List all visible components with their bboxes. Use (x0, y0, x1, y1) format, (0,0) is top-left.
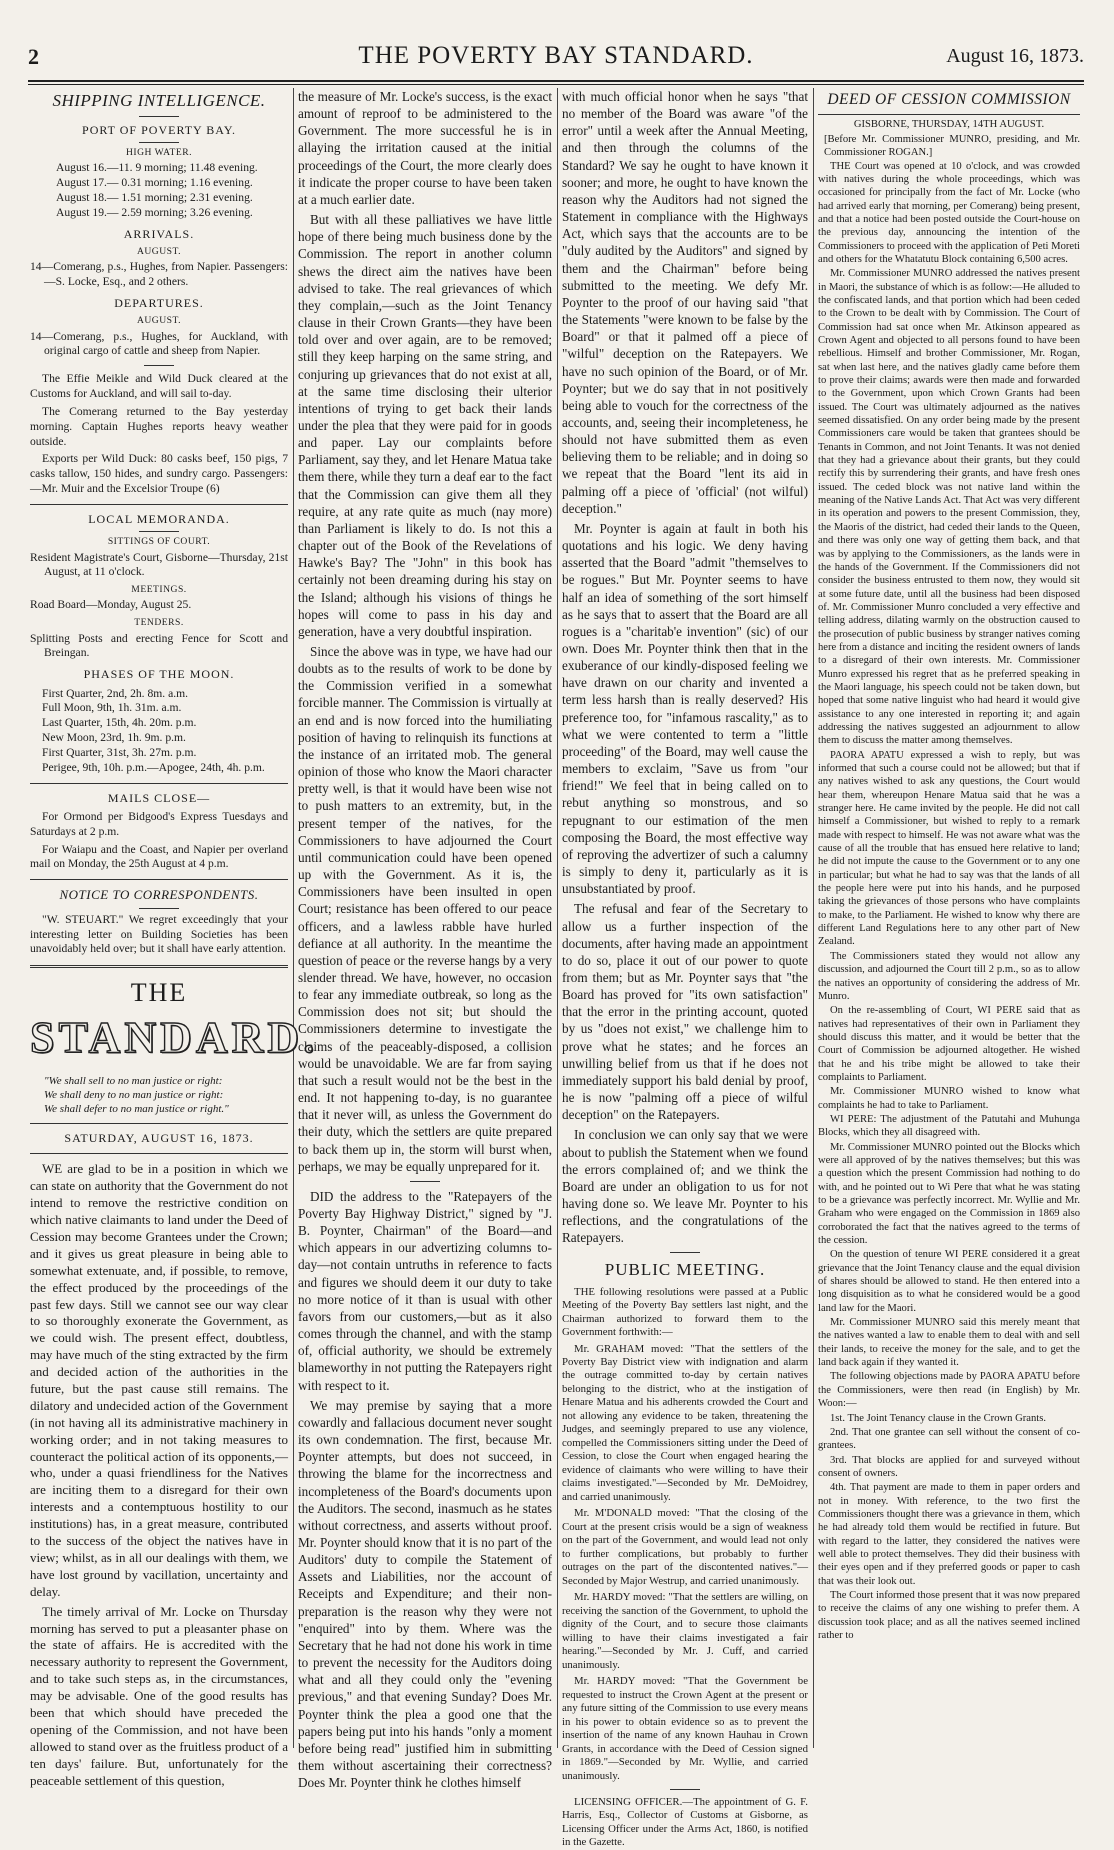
report-paragraph: On the re-assembling of Court, WI PERE said that as natives had representatives of their own in Parliament they should discuss this matter, and it would be better that the Court of Commission be adjourned altogether. He wished that he and his tribe might be allowed to take their complaints to Parliament. (818, 1005, 1080, 1083)
moon-row: New Moon, 23rd, 1h. 9m. p.m. (42, 731, 186, 745)
court-bench: [Before Mr. Commissioner MUNRO, presiding, and Mr. Commissioner ROGAN.] (824, 133, 1080, 159)
standard-the: THE (130, 978, 188, 1008)
departures-heading: DEPARTURES. (114, 295, 204, 310)
divider (139, 116, 179, 117)
shipping-heading: SHIPPING INTELLIGENCE. (52, 91, 266, 110)
section-rule (30, 1123, 288, 1124)
port-heading: PORT OF POVERTY BAY. (82, 122, 236, 137)
arrivals-month: AUGUST. (136, 246, 182, 258)
divider (139, 142, 179, 143)
moon-table (30, 687, 288, 776)
divider (410, 1181, 440, 1182)
departures-month: AUGUST. (136, 315, 182, 327)
masthead (28, 42, 1084, 72)
report-paragraph: 1st. The Joint Tenancy clause in the Crown Grants. (830, 1412, 1046, 1424)
standard-nameplate: STANDARD. (30, 1012, 319, 1062)
meetings-heading: MEETINGS. (131, 584, 187, 596)
moon-row: First Quarter, 2nd, 2h. 8m. a.m. (42, 686, 189, 700)
motto-line: "We shall sell to no man justice or right: (44, 1074, 223, 1087)
meetings-entry: Road Board—Monday, August 25. (30, 598, 192, 612)
divider (139, 531, 179, 532)
meeting-paragraph: Mr. GRAHAM moved: "That the settlers of the Poverty Bay District view with indignation and alarm the outrage committed to-day by certain natives belonging to the district, who at the instigation of Henare Matua and his adherents crowded the Court and not allowing any evidence to be taken, threatening the Judges, and seemingly prepared to use any violence, compelled the Commissioners sitting under the Deed of Cession, to close the Court when engaged hearing the evidence of claimants who were willing to have their claims investigated."—Seconded by Mr. DeMoidrey, and carried unanimously. (562, 1342, 808, 1503)
meeting-paragraph: Mr. HARDY moved: "That the Government be requested to instruct the Crown Agent at the present or any future sitting of the Commission to use every means in his power to obtain evidence so as to prevent the insertion of the name of any known Hauhau in Crown Grants, in accordance with the Deed of Cession signed in 1869."—Seconded by Mr. Wyllie, and carried unanimously. (562, 1675, 808, 1782)
meeting-paragraph: Mr. M'DONALD moved: "That the closing of the Court at the present crisis would be a sign of weakness on the part of the Government, and would lead not only to further complications, but probably to further outrages on the part of the discontented natives."—Seconded by Major Westrup, and carried unanimously. (562, 1507, 808, 1587)
report-paragraph: WI PERE: The adjustment of the Patutahi and Muhunga Blocks, which they all disagreed with. (818, 1113, 1080, 1139)
article-paragraph: The refusal and fear of the Secretary to allow us a further inspection of the documents, after having made an appointment to do so, place it out of our power to quote from them; but as Mr. Poynter says that "the Board has proved for "its own satisfaction" that the error in the printing account, quoted by us "does not exist," we challenge him to prove what he states; and he forces an unwilling belief from us that if he does not immediately support his bald denial by proof, he is now "palming off a piece of wilful deception" on the Ratepayers. (562, 901, 808, 1123)
report-paragraph: The following objections made by PAORA APATU before the Commissioners, were then read (in English) by Mr. Woon:— (818, 1371, 1080, 1410)
paper-title: THE POVERTY BAY STANDARD. (358, 42, 754, 69)
divider (139, 908, 179, 909)
article-paragraph: Mr. Poynter is again at fault in both his quotations and his logic. We deny having asserted that the Board "admit "themselves to be rogues." But Mr. Poynter seems to have half an idea of something of the sort himself as he says that to assert that the Board are all rogues is a "charitab'e invention" (sic) of our own. Does Mr. Poynter think then that in the exuberance of our kindly-disposed feeling we have drawn on our charity and invented a term less harsh than is really deserved? His preference too, for "infamous rascality," as to what we were contented to term a "little proceeding" of the Board, may well cause the members to exclaim, "Save us from "our friend!" We feel that in being called on to rebut anything so monstrous, and so repugnant to our estimation of the men composing the Board, the most effective way of reproving the advertizer of such a calumny is simply to deny it, particularly as it is unsubstantiated by proof. (562, 520, 808, 897)
section-rule (30, 783, 288, 784)
section-rule (30, 1153, 288, 1154)
article-paragraph: But with all these palliatives we have little hope of there being much business done by the Commission. The report in another column shews the direct aim the natives have been advised to take. The real grievances of which they complain,—such as the Joint Tenancy clause in their Crown Grants—they have been told over and over again, are to be removed; still they keep harping on the same string, and conjuring up grievances that do not exist at all, at the same time disclosing their ulterior intentions of trying to get back their lands under the plea that they were paid for in goods and paper. Lay our complaints before Parliament, say they, and let Henare Matua take them there, while they turn a deaf ear to the fact that the Commission can give them all they require, at any rate quite as much (nay more) than Parliament is likely to do. Is not this a chapter out of the Book of the Revelations of Hawke's Bay? The "John" in this book has certainly not been dreaming during his stay on the Island; although his visions of things he hopes will come to pass in his day and generation, have a very doubtful inspiration. (298, 212, 552, 639)
masthead-rule (28, 80, 1084, 82)
article-paragraph: In conclusion we can only say that we were about to publish the Statement when we found the errors complained of; and we think the Board are under an obligation to us for not having done so. We leave Mr. Poynter to his reflections, and the congratulations of the Ratepayers. (562, 1127, 808, 1246)
arrivals-entry: 14—Comerang, p.s., Hughes, from Napier. Passengers:—S. Locke, Esq., and 2 others. (30, 260, 288, 289)
arrivals-heading: ARRIVALS. (123, 226, 195, 241)
tide-row: August 18.— 1.51 morning; 2.31 evening. (56, 191, 253, 205)
shipping-note: The Effie Meikle and Wild Duck cleared at the Customs for Auckland, and will sail to-day. (30, 372, 288, 401)
moon-row: Full Moon, 9th, 1h. 31m. a.m. (42, 701, 182, 715)
court-venue: GISBORNE, THURSDAY, 14TH AUGUST. (853, 118, 1045, 130)
leader-paragraph: WE are glad to be in a position in which we can state on authority that the Government do not intend to remove the restrictive condition on which native claimants to land under the Deed of Cession may become Grantees under the Crown; and it gives us great pleasure in being able to somewhat extenuate, and, if possible, to remove, the effect produced by the proceedings of the past few days. Still we cannot see our way clear to so thoroughly exonerate the Government, as we could wish. The present effect, doubtless, may have much of the sting extracted by the firm and decided action of the authorities in the future, but the past cause still remains. The dilatory and undecided action of the Government (in not having all its administrative machinery in working order; and in not taking measures to counteract the political action of its opponents,—who, under a quasi friendliness for the Natives are inciting them to a disregard for their own interests and a contemptuous hostility to our institutions) has, in a great measure, contributed to the success of the object the natives have in view; whilst, as in all our dealings with them, we have lost ground by vacillation, uncertainty and delay. (30, 1161, 288, 1599)
leader-article (30, 1161, 288, 1789)
column-1 (30, 88, 319, 1788)
sittings-entry: Resident Magistrate's Court, Gisborne—Thursday, 21st August, at 11 o'clock. (30, 550, 288, 579)
article-paragraph: with much official honor when he says "that no member of the Board was aware "of the error" until a week after the Annual Meeting, and then through the columns of the Standard? We say he ought to have known it sooner; and more, he ought to have known the reason why the Auditors had not signed the Statement in compliance with the Highways Act, which says that the accounts are to be "duly audited by the Auditors" and signed by them and the Chairman" before being submitted to the meeting. We defy Mr. Poynter to the proof of our having said "that the Statements "were known to be false by the Board" or that it palmed off a piece of "wilful" deception on the Ratepayers. We have no such opinion of the Board, or of Mr. Poynter; but we do say that in not positively being able to vouch for the correctness of the accounts, and, seeing their incompleteness, he should not have submitted them as even believing them to be reliable; and in doing so we repeat that the Board "lent its aid in palming off a piece of 'official' (not wilful) deception." (562, 89, 808, 516)
masthead-rule-thin (28, 84, 1084, 85)
section-rule (818, 114, 1080, 115)
report-paragraph: Mr. Commissioner MUNRO said this merely meant that the natives wanted a law to enable them to deal with and sell their lands, to receive the money for the sale, and to get the land back again if they wanted it. (818, 1317, 1080, 1369)
meeting-paragraph: Mr. HARDY moved: "That the settlers are willing, on receiving the sanction of the Government, to uphold the dignity of the Court, and to secure those claimants willing to have their claims investigated a fair hearing."—Seconded by Mr. J. Cuff, and carried unanimously. (562, 1591, 808, 1671)
tide-row: August 16.—11. 9 morning; 11.48 evening. (56, 161, 258, 175)
page-number: 2 (28, 44, 39, 69)
departures-entry: 14—Comerang, p.s., Hughes, for Auckland, with original cargo of cattle and sheep from Napier. (30, 329, 288, 358)
section-rule (30, 965, 288, 968)
article-paragraph: the measure of Mr. Locke's success, is the exact amount of reproof to be administered to the Government. The more successful he is in allaying the irritation caused at the initial proceedings of the Court, the more clearly does it indicate the proper course to have been taken at a much earlier date. (298, 89, 552, 207)
tenders-heading: TENDERS. (134, 617, 184, 629)
high-water-table (30, 161, 288, 220)
report-paragraph: 2nd. That one grantee can sell without the consent of co-grantees. (818, 1426, 1080, 1452)
shipping-note: The Comerang returned to the Bay yesterday morning. Captain Hughes reports heavy weather outside. (30, 404, 288, 448)
section-rule (30, 504, 288, 505)
moon-heading: PHASES OF THE MOON. (83, 667, 235, 682)
deed-of-cession-heading: DEED OF CESSION COMMISSION (827, 91, 1071, 108)
column-3 (562, 88, 808, 1849)
report-paragraph: The Commissioners stated they would not allow any discussion, and adjourned the Court till 2 p.m., so as to allow the natives an opportunity of considering the address of Mr. Munro. (818, 950, 1080, 1002)
court-report (818, 160, 1080, 1643)
moon-row: Last Quarter, 15th, 4h. 20m. p.m. (42, 716, 197, 730)
tide-row: August 19.— 2.59 morning; 3.26 evening. (56, 205, 253, 219)
article-paragraph: We may premise by saying that a more cowardly and fallacious document never sought its own condemnation. The first, because Mr. Poynter attempts, but does not succeed, in throwing the blame for the incorrectness and incompleteness of the Board's documents upon the Auditors. The second, inasmuch as he states without correctness, and asserts without proof. Mr. Poynter should know that it is no part of the Auditors' duty to compile the Statement of Assets and Liabilities, nor the account of Receipts and Expenditure; and their non-preparation is the reason why they were not "enquired" into by them. Where was the Secretary that he had not done his work in time to prevent the necessity for the Auditors doing what and all they could only the "evening previous," and that evening Sunday? Does Mr. Poynter think the plea a good one that the papers being put into his hands "only a moment before being read" justified him in submitting them without ascertaining their correctness? Does Mr. Poynter think he clothes himself (298, 1397, 552, 1791)
report-paragraph: The Court informed those present that it was now prepared to receive the claims of any one wishing to prefer them. A discussion took place; and as all the natives seemed inclined rather to (818, 1589, 1080, 1642)
divider (144, 365, 174, 366)
column-2 (298, 88, 552, 1791)
mails-entry: For Ormond per Bidgood's Express Tuesdays and Saturdays at 2 p.m. (30, 809, 288, 838)
notice-heading: NOTICE TO CORRESPONDENTS. (59, 887, 259, 903)
column-divider (293, 88, 294, 1748)
column-divider (557, 88, 558, 1748)
public-meeting-article (562, 1286, 808, 1850)
report-paragraph: Mr. Commissioner MUNRO wished to know what complaints he had to take to Parliament. (818, 1086, 1080, 1111)
column-4 (818, 88, 1080, 1748)
moon-row: Perigee, 9th, 10h. p.m.—Apogee, 24th, 4h. p.m. (42, 760, 265, 774)
report-paragraph: On the question of tenure WI PERE considered it a great grievance that the Joint Tenancy clause and the equal division of shares should be allowed to stand. He then entered into a long disquisition as to what he considered would be a good land law for the Maori. (818, 1249, 1080, 1314)
tenders-entry: Splitting Posts and erecting Fence for Scott and Breingan. (30, 631, 288, 660)
high-water-heading: HIGH WATER. (125, 147, 193, 159)
meeting-paragraph: THE following resolutions were passed at a Public Meeting of the Poverty Bay settlers last night, and the Chairman authorized to forward them to the Government forthwith:— (562, 1285, 808, 1339)
report-paragraph: PAORA APATU expressed a wish to reply, but was informed that such a course could not be allowed; but that if any natives wished to ask any questions, the Court would hear them, whereupon Henare Matua said that he was a stranger here. He came invited by the people. He did not call himself a Commissioner, but wished to reply to a remark made with respect to himself. He was not aware what was the cause of all the trouble that has ensued here relative to land; he did not impute the cause to the Government or to any one in particular; but what he had to say was that the lands of all the people here were put into his hands, and he purposed taking the grievances of those persons who have complaints to make, to the Parliament. He wished to know why there are different Land Regulations here to any other part of New Zealand. (818, 749, 1080, 948)
report-paragraph: 4th. That payment are made to them in paper orders and not in money. With reference, to the two first the Commissioners thought there was a grievance in them, which he had already told them would be rectified in future. But with regard to the latter, they considered the natives were well able to protect themselves. They did their business with their eyes open and if they preferred goods or paper to cash that was their look out. (818, 1482, 1080, 1587)
article-paragraph: DID the address to the "Ratepayers of the Poverty Bay Highway District," signed by "J. B. Poynter, Chairman" of the Board—and which appears in our advertizing columns to-day—not contain untruths in reference to facts and figures we should deem it our duty to take no more notice of it than is usual with other favors from our customers,—but as it also comes through the channel, and with the stamp of, official authority, we should be extremely blameworthy in not putting the Ratepayers right with respect to it. (298, 1188, 552, 1393)
report-paragraph: 3rd. That blocks are applied for and surveyed without consent of owners. (818, 1454, 1080, 1479)
leader-paragraph: The timely arrival of Mr. Locke on Thursday morning has served to put a pleasanter phase on the state of affairs. He is accredited with the necessary authority to represent the Government, and to take such steps as, in the circumstances, may be advisable. One of the good results has been that which should have preceded the opening of the Commission, and not have been allowed to stand over as the fruitless product of a ten days' failure. But, unfortunately for the peaceable settlement of this question, (30, 1603, 288, 1788)
motto-line: We shall deny to no man justice or right: (44, 1088, 224, 1101)
local-memoranda-heading: LOCAL MEMORANDA. (88, 511, 230, 526)
mails-entry: For Waiapu and the Coast, and Napier per overland mail on Monday, the 25th August at 4 p.m. (30, 842, 288, 871)
section-rule (30, 879, 288, 880)
column-divider (813, 88, 814, 1748)
report-paragraph: THE Court was opened at 10 o'clock, and was crowded with natives during the whole proceedings, which was occasioned for principally from the fact of Mr. Locke (who had arrived early that morning, per Comerang) being present, and that a notice had been posted outside the Court-house on the previous day, announcing the intention of the Commissioners to proceed with the application of Peti Moreti and others for the Whatatutu Block containing 6,500 acres. (818, 160, 1080, 265)
issue-date: August 16, 1873. (946, 45, 1084, 67)
public-meeting-heading: PUBLIC MEETING. (604, 1260, 766, 1280)
moon-row: First Quarter, 31st, 3h. 27m. p.m. (42, 745, 197, 759)
report-paragraph: Mr. Commissioner MUNRO pointed out the Blocks which were all approved of by the natives themselves; but this was a question which the present Commission had nothing to do with, and he pointed out to Wi Pere that what he was stating to be a grievance was perfectly incorrect. Mr. Wyllie and Mr. Graham who were engaged on the Commission in 1869 also corroborated the fact that the natives agreed to the terms of the cession. (818, 1141, 1080, 1247)
licensing-paragraph: LICENSING OFFICER.—The appointment of G. F. Harris, Esq., Collector of Customs at Gisborne, as Licensing Officer under the Arms Act, 1860, is notified in the Gazette. (562, 1796, 808, 1849)
tide-row: August 17.— 0.31 morning; 1.16 evening. (56, 176, 253, 190)
mails-heading: MAILS CLOSE— (107, 790, 211, 805)
divider (670, 1789, 700, 1790)
article-paragraph: Since the above was in type, we have had our doubts as to the results of work to be done by the Commission verified in a somewhat forcible manner. The Commission is virtually at an end and is now forced into the humiliating position of having to relinquish its functions at the instance of an irritated mob. The general opinion of those who know the Maori character pretty well, is that it would have been wise not to push matters to an extremity, but, in the present temper of the natives, for the Commissioners to have adjourned the Court until communication could have been opened up with the Government. As it is, the Commissioners have been insulted in open Court; resistance has been offered to our peace officers, and a lawless rabble have hurled defiance at all authority. In the meantime the question of peace or the reverse hangs by a very slender thread. We have, however, no occasion to fear any immediate outbreak, so long as the Commission does not sit; but should the Commissioners determine to investigate the claims of the peaceably-disposed, a collision would be unavoidable. We are far from saying that such a result would not be the best in the end. It not happening to-day, is no guarantee that it never will, as unless the Government do their duty, which the settlers are quite prepared to back them up in, the storm will burst when, perhaps, we may be equally unprepared for it. (298, 644, 552, 1174)
motto-line: We shall defer to no man justice or right." (44, 1103, 229, 1116)
leader-date: SATURDAY, AUGUST 16, 1873. (64, 1131, 254, 1146)
divider (670, 1252, 700, 1253)
report-paragraph: Mr. Commissioner MUNRO addressed the natives present in Maori, the substance of which is as follow:—He alluded to the confiscated lands, and that portion which had been ceded to the Crown to be dealt with by Commission. The Court of Commission had sat once when Mr. Atkinson appeared as Crown Agent and objected to all persons found to have been rebellious. Himself and brother Commissioner, Mr. Rogan, sat when last here, and the natives gladly came before them to prove their claims; awards were then made and forwarded to the Government, upon which Crown Grants had been issued. The Court was ultimately adjourned as the natives seemed dissatisfied. On any order being made by the present Commissioners care would be taken that grantees should be Tenants in Common, and not Joint Tenants. It was not denied that they had a grievance about their grants, but they could rectify this by surrendering their grants, and have fresh ones issued. The ceded block was not native land within the meaning of the Native Lands Act. That Act was very different in its operation and powers to the present Commission, they, the Maoris of the district, had ceded their lands to the Queen, and there was only one way of getting them back, and that was by applying to the Commissioners, as the lands were in the hands of the Government. If the Commissioners did not consider the business entrusted to them now, they would sit at some future date, until all the business had been disposed of. Mr. Commissioner Munro concluded a very effective and telling address, dilating warmly on the obstruction caused to the prosecution of public business by stranger natives coming here from a distance and inciting the resident owners of lands to a disregard of their own interests. Mr. Commissioner Munro expressed his regret that as he preferred speaking in the Maori language, his speech could not be taken down, but hoped that some native linguist who had heard it would give assistance to any one interested in reporting it; and again addressing the natives suggested an adjournment to allow them to discuss the matter among themselves. (818, 268, 1080, 747)
shipping-note: Exports per Wild Duck: 80 casks beef, 150 pigs, 7 casks tallow, 150 hides, and sundry cargo. Passengers:—Mr. Muir and the Excelsior Troupe (6) (30, 452, 288, 496)
sittings-heading: SITTINGS OF COURT. (107, 536, 211, 548)
notice-text: "W. STEUART." We regret exceedingly that your interesting letter on Building Societies has been unavoidably held over; but it shall have early attention. (30, 912, 288, 956)
